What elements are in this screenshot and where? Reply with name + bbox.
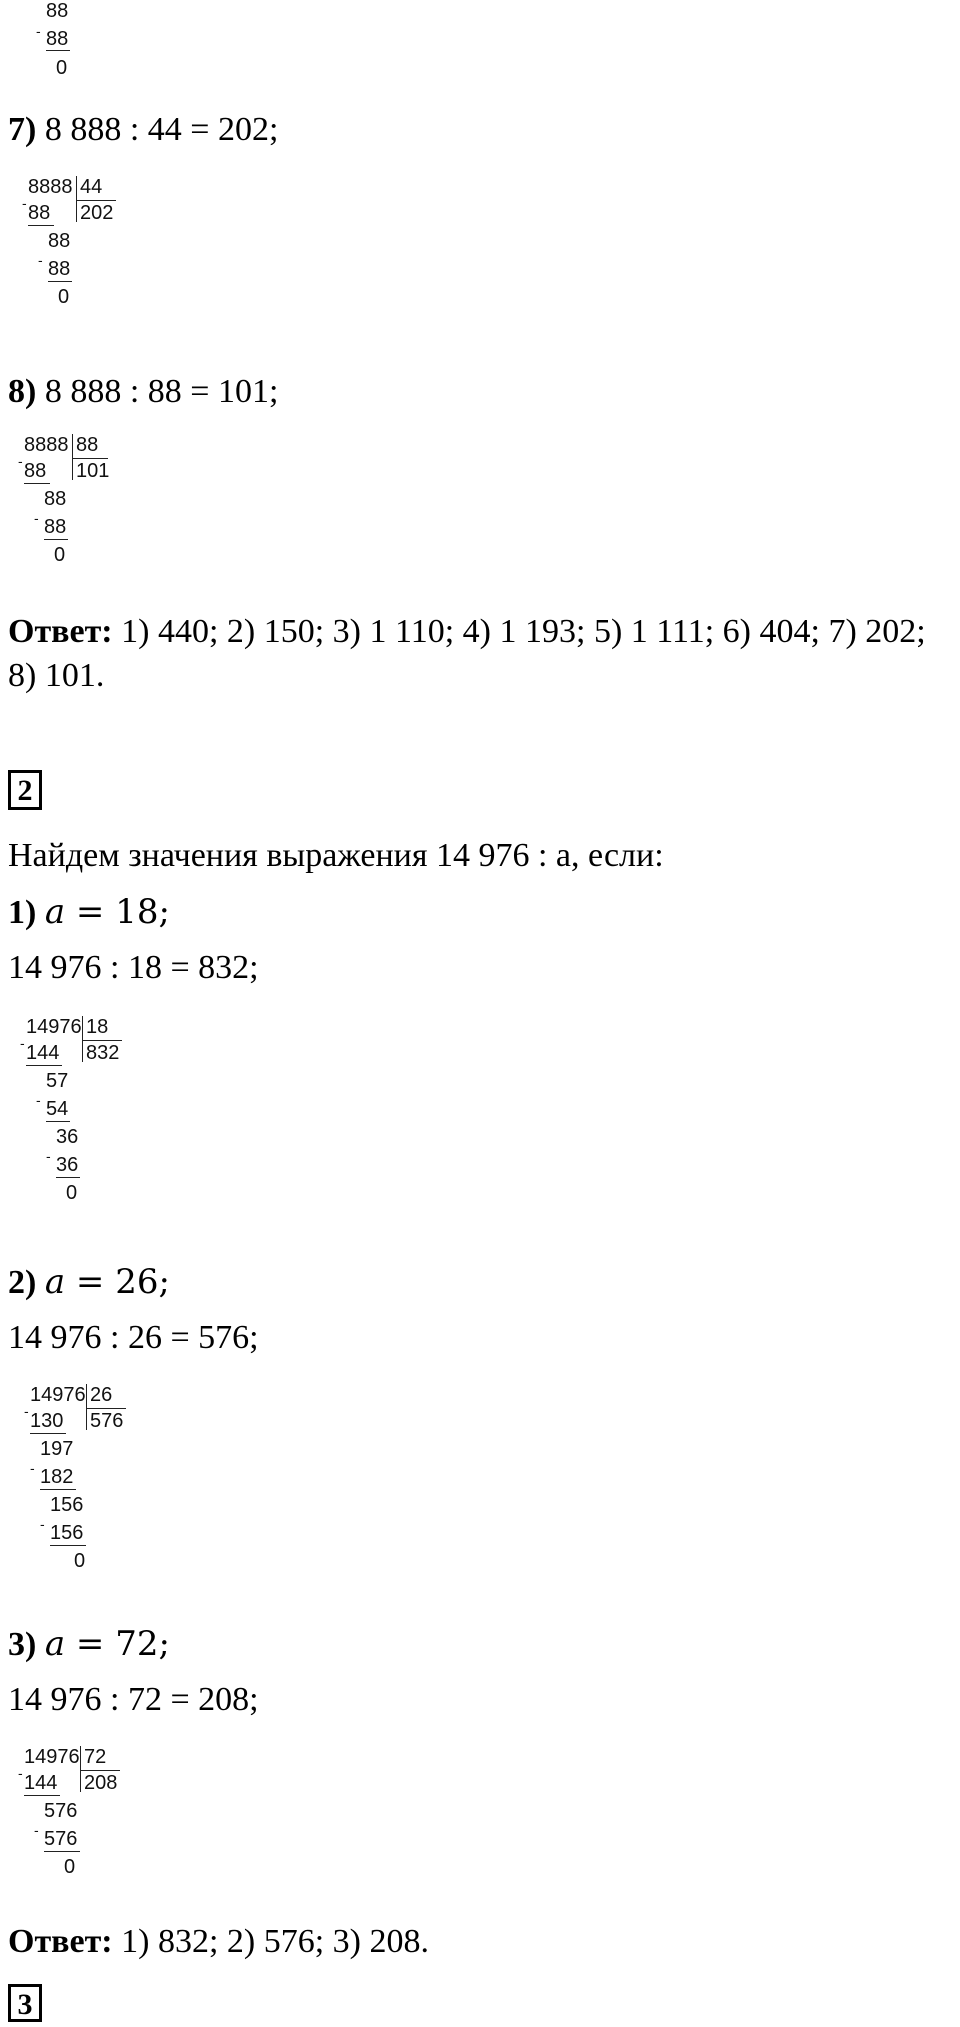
- division-subtrahend: 88: [46, 28, 69, 50]
- division-rule: [30, 1433, 66, 1434]
- division-rule: [50, 1545, 86, 1546]
- division-subtrahend: 88: [48, 258, 71, 280]
- answer-label: Ответ:: [8, 613, 113, 650]
- division-rule: [72, 458, 108, 459]
- exercise-8-line: [8, 372, 278, 412]
- minus-sign: -: [18, 1765, 23, 1781]
- case-2-line: [8, 1262, 170, 1303]
- task-intro: Найдем значения выражения 14 976 : a, если:: [8, 837, 664, 874]
- division-remainder-final: 0: [64, 1856, 76, 1878]
- answer-line: [8, 612, 926, 652]
- division-dividend: 14976: [24, 1746, 80, 1768]
- division-rule: [28, 225, 54, 226]
- answer-line: [8, 1922, 429, 1962]
- division-quotient: 202: [80, 202, 114, 224]
- division-subtrahend: 54: [46, 1098, 69, 1120]
- division-bar: [82, 1016, 83, 1062]
- division-rule: [82, 1040, 122, 1041]
- division-rule: [46, 50, 70, 51]
- answer-line-continued: [8, 656, 104, 696]
- case-value: = 18;: [65, 892, 170, 932]
- division-rule: [40, 1489, 76, 1490]
- division-subtrahend: 144: [26, 1042, 60, 1064]
- division-remainder-final: 0: [54, 544, 66, 566]
- division-divisor: 88: [76, 434, 99, 456]
- answer-label: Ответ:: [8, 1923, 113, 1960]
- division-rule: [86, 1408, 126, 1409]
- division-remainder-final: 0: [66, 1182, 78, 1204]
- case-3-line: [8, 1624, 170, 1665]
- division-remainder: 88: [44, 488, 67, 510]
- minus-sign: -: [30, 1460, 35, 1476]
- division-bar: [80, 1746, 81, 1792]
- division-remainder: 88: [46, 0, 69, 22]
- minus-sign: -: [38, 252, 43, 268]
- exercise-expression: 8 888 : 44 = 202;: [36, 111, 279, 148]
- division-remainder-final: 0: [56, 57, 68, 79]
- answer-text: 1) 440; 2) 150; 3) 1 110; 4) 1 193; 5) 1 111; 6) 404; 7) 202;: [112, 613, 926, 650]
- case-number: 3): [8, 1626, 37, 1663]
- division-remainder: 36: [56, 1126, 79, 1148]
- division-subtrahend: 36: [56, 1154, 79, 1176]
- exercise-number: 8): [8, 373, 37, 410]
- division-rule: [48, 281, 72, 282]
- case-1-line: [8, 892, 170, 933]
- division-bar: [86, 1384, 87, 1430]
- division-divisor: 26: [90, 1384, 113, 1406]
- division-subtrahend: 130: [30, 1410, 64, 1432]
- division-remainder: 576: [44, 1800, 78, 1822]
- minus-sign: -: [20, 1035, 25, 1051]
- division-rule: [44, 1851, 80, 1852]
- minus-sign: -: [34, 1822, 39, 1838]
- case-value: = 26;: [65, 1262, 170, 1302]
- division-divisor: 44: [80, 176, 103, 198]
- division-remainder: 88: [48, 230, 71, 252]
- case-3-expression: 14 976 : 72 = 208;: [8, 1681, 259, 1718]
- task-number-box: 2: [8, 770, 42, 810]
- variable-a: a: [44, 1262, 66, 1302]
- division-quotient: 576: [90, 1410, 124, 1432]
- division-rule: [24, 483, 50, 484]
- division-quotient: 208: [84, 1772, 118, 1794]
- division-subtrahend: 576: [44, 1828, 78, 1850]
- minus-sign: -: [40, 1516, 45, 1532]
- exercise-number: 7): [8, 111, 37, 148]
- minus-sign: -: [22, 195, 27, 211]
- minus-sign: -: [46, 1148, 51, 1164]
- division-quotient: 832: [86, 1042, 120, 1064]
- minus-sign: -: [36, 23, 41, 39]
- division-subtrahend: 88: [24, 460, 47, 482]
- division-divisor: 18: [86, 1016, 109, 1038]
- exercise-7-line: [8, 110, 278, 150]
- division-rule: [24, 1795, 60, 1796]
- exercise-expression: 8 888 : 88 = 101;: [36, 373, 279, 410]
- division-subtrahend: 156: [50, 1522, 84, 1544]
- case-number: 2): [8, 1264, 37, 1301]
- variable-a: a: [44, 1624, 66, 1664]
- division-rule: [46, 1121, 70, 1122]
- task-number-box: 3: [8, 1984, 42, 2022]
- division-subtrahend: 182: [40, 1466, 74, 1488]
- division-subtrahend: 144: [24, 1772, 58, 1794]
- minus-sign: -: [36, 1092, 41, 1108]
- division-remainder: 57: [46, 1070, 69, 1092]
- minus-sign: -: [34, 510, 39, 526]
- division-rule: [56, 1177, 80, 1178]
- division-rule: [80, 1770, 120, 1771]
- division-bar: [76, 176, 77, 222]
- division-dividend: 8888: [24, 434, 69, 456]
- division-bar: [72, 434, 73, 480]
- division-rule: [26, 1065, 62, 1066]
- division-subtrahend: 88: [44, 516, 67, 538]
- case-1-expression: 14 976 : 18 = 832;: [8, 949, 259, 986]
- case-2-expression: 14 976 : 26 = 576;: [8, 1319, 259, 1356]
- division-subtrahend: 88: [28, 202, 51, 224]
- division-dividend: 8888: [28, 176, 73, 198]
- division-dividend: 14976: [30, 1384, 86, 1406]
- division-dividend: 14976: [26, 1016, 82, 1038]
- division-quotient: 101: [76, 460, 110, 482]
- division-divisor: 72: [84, 1746, 107, 1768]
- variable-a: a: [44, 892, 66, 932]
- division-rule: [76, 200, 116, 201]
- division-remainder: 156: [50, 1494, 84, 1516]
- minus-sign: -: [18, 453, 23, 469]
- division-remainder-final: 0: [74, 1550, 86, 1572]
- case-number: 1): [8, 894, 37, 931]
- division-rule: [44, 539, 68, 540]
- division-remainder-final: 0: [58, 286, 70, 308]
- case-value: = 72;: [65, 1624, 170, 1664]
- answer-text: 8) 101.: [8, 657, 105, 694]
- division-remainder: 197: [40, 1438, 74, 1460]
- answer-text: 1) 832; 2) 576; 3) 208.: [112, 1923, 429, 1960]
- minus-sign: -: [24, 1403, 29, 1419]
